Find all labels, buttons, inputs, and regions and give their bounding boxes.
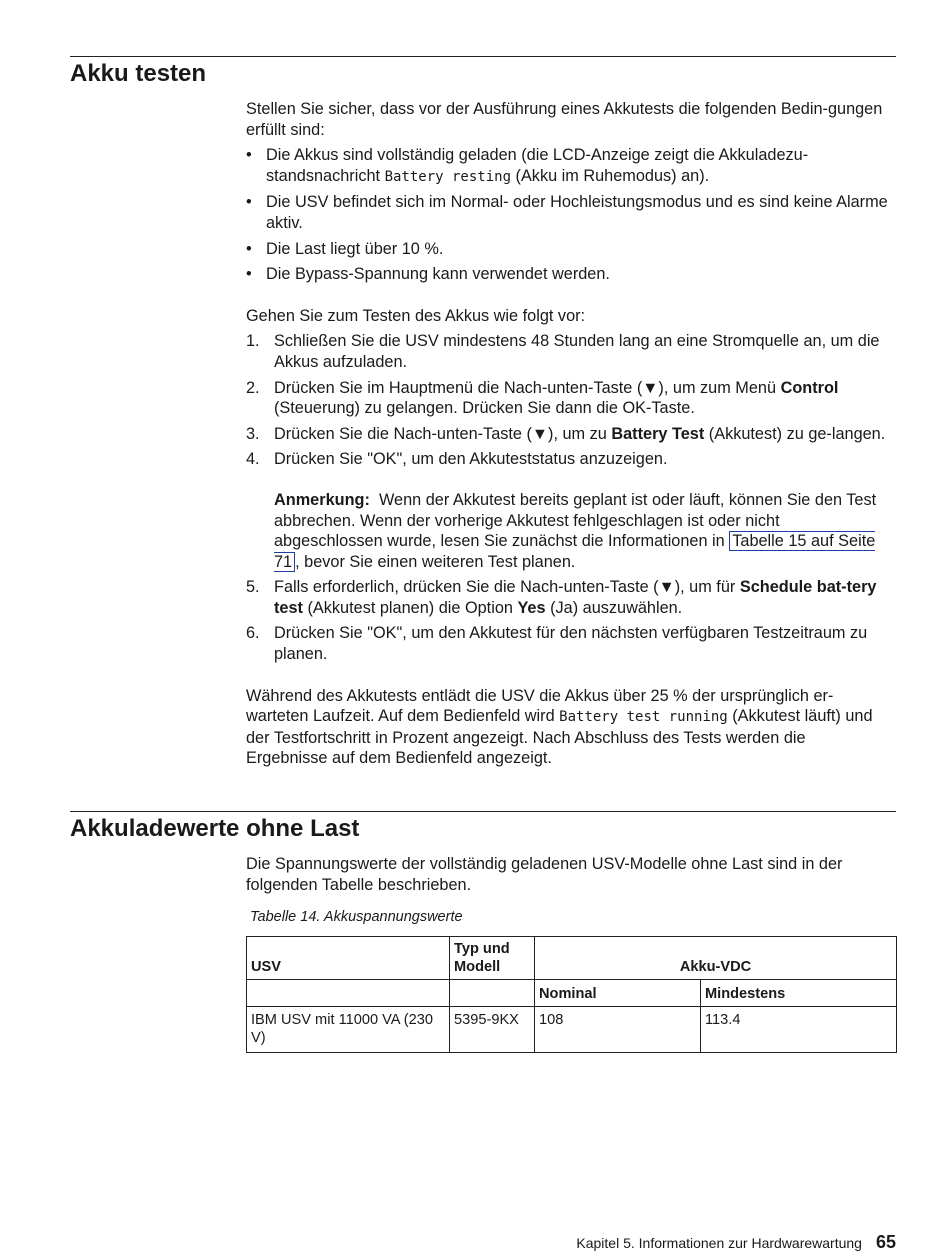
top-rule (70, 56, 896, 57)
section-body-akkuladewerte (246, 854, 896, 1053)
list-item: 4. Drücken Sie "OK", um den Akkuteststatus anzuzeigen. Anmerkung: Wenn der Akkutest bereits geplant ist oder läuft, können Sie den Test abbrechen. Wenn der vorherige Akkutest fehlgeschlagen ist oder nicht abgeschlossen wurde, lesen Sie zunächst die Informationen in Tabelle 15 auf Seite 71 , bevor Sie einen weiteren Test planen. (246, 449, 891, 572)
cell-mindestens: 113.4 (701, 1006, 897, 1052)
section-rule (70, 811, 896, 812)
bullet-icon: • (246, 239, 252, 258)
section-title-akkuladewerte: Akkuladewerte ohne Last (70, 815, 360, 842)
table-header-row (247, 936, 897, 979)
table-intro: Die Spannungswerte der vollständig geladenen USV-Modelle ohne Last sind in der folgenden Tabelle beschrieben. (246, 855, 843, 894)
list-item: 5. Falls erforderlich, drücken Sie die Nach-unten-Taste (▼), um für Schedule bat-tery test (Akkutest planen) die Option Yes (Ja) auszuwählen. (246, 578, 877, 617)
table-row (247, 1006, 897, 1052)
header-usv: USV (247, 936, 450, 979)
steps-intro: Gehen Sie zum Testen des Akkus wie folgt vor: (246, 306, 586, 325)
bullet-icon: • (246, 265, 252, 284)
closing-paragraph: Während des Akkutests entlädt die USV die Akkus über 25 % der ursprünglich er-warteten Laufzeit. Auf dem Bedienfeld wird Battery test running (Akkutest läuft) und der Testfortschritt in Prozent angezeigt. Nach Abschluss des Tests werden die Ergebnisse auf dem Bedienfeld angezeigt. (246, 686, 873, 768)
bullet-icon: • (246, 193, 252, 212)
header-typ: Typ und Modell (450, 936, 535, 979)
list-item: 3. Drücken Sie die Nach-unten-Taste (▼), um zu Battery Test (Akkutest) zu ge-langen. (246, 424, 886, 443)
battery-voltage-table (246, 936, 897, 1053)
list-item: • Die Bypass-Spannung kann verwendet werden. (246, 265, 610, 284)
section-title-akku-testen: Akku testen (70, 60, 207, 87)
list-item: • Die Last liegt über 10 %. (246, 239, 444, 258)
cell-nominal: 108 (535, 1006, 701, 1052)
header-mindestens: Mindestens (701, 979, 897, 1006)
chapter-title: Kapitel 5. Informationen zur Hardwarewartung (576, 1235, 862, 1251)
page-number: 65 (875, 1232, 896, 1252)
steps-list (246, 331, 891, 664)
list-item: 6. Drücken Sie "OK", um den Akkutest für den nächsten verfügbaren Testzeitraum zu planen. (246, 624, 868, 664)
header-nominal: Nominal (535, 979, 701, 1006)
lcd-message-code: Battery resting (384, 168, 511, 185)
lcd-message-code: Battery test running (559, 709, 728, 726)
list-item: 1. Schließen Sie die USV mindestens 48 Stunden lang an eine Stromquelle an, um die Akkus aufzuladen. (246, 332, 880, 371)
cell-typ: 5395-9KX (450, 1006, 535, 1052)
section-body-akku-testen (246, 99, 891, 769)
intro-paragraph: Stellen Sie sicher, dass vor der Ausführung eines Akkutests die folgenden Bedin-gungen erfüllt sind: (246, 100, 883, 139)
list-item: • Die Akkus sind vollständig geladen (die LCD-Anzeige zeigt die Akkuladezu-standsnachricht Battery resting (Akku im Ruhemodus) an). (246, 146, 809, 185)
table-15-link[interactable]: Tabelle 15 auf Seite 71 (274, 532, 876, 571)
cell-usv: IBM USV mit 11000 VA (230 V) (247, 1006, 450, 1052)
page-footer (576, 1232, 896, 1253)
prerequisites-list (246, 145, 891, 285)
note: Anmerkung: Wenn der Akkutest bereits geplant ist oder läuft, können Sie den Test abbrechen. Wenn der vorherige Akkutest fehlgeschlagen ist oder nicht abgeschlossen wurde, lesen Sie zunächst die Informationen in Tabelle 15 auf Seite 71 , bevor Sie einen weiteren Test planen. (274, 490, 877, 571)
note-label: Anmerkung: (274, 490, 370, 509)
list-item: 2. Drücken Sie im Hauptmenü die Nach-unten-Taste (▼), um zum Menü Control (Steuerung) zu gelangen. Drücken Sie dann die OK-Taste. (246, 378, 839, 418)
table-caption: Tabelle 14. Akkuspannungswerte (250, 909, 463, 926)
bullet-icon: • (246, 146, 252, 165)
list-item: • Die USV befindet sich im Normal- oder Hochleistungsmodus und es sind keine Alarme aktiv. (246, 193, 888, 232)
table-subheader-row (247, 979, 897, 1006)
header-akku-vdc: Akku-VDC (535, 936, 897, 979)
